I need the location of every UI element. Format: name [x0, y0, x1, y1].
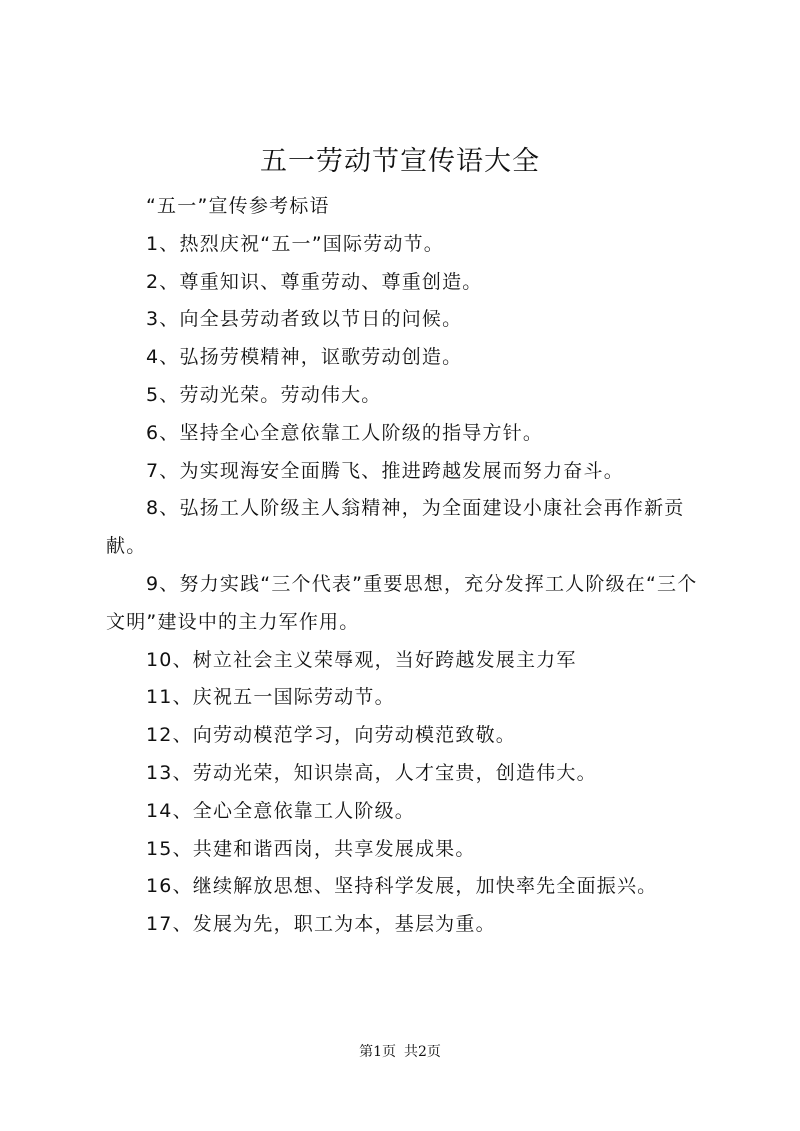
page-number-current: 第1页 — [359, 1044, 396, 1060]
slogan-item: 2、尊重知识、尊重劳动、尊重创造。 — [146, 270, 483, 293]
document-body — [106, 188, 706, 944]
slogan-item: 12、向劳动模范学习，向劳动模范致敬。 — [146, 724, 516, 747]
slogan-item: 7、为实现海安全面腾飞、推进跨越发展而努力奋斗。 — [146, 459, 624, 482]
slogan-item: 13、劳动光荣，知识崇高，人才宝贵，创造伟大。 — [146, 761, 597, 784]
slogan-item: 8、弘扬工人阶级主人翁精神，为全面建设小康社会再作新贡献。 — [106, 497, 685, 558]
paragraph-subtitle: “五一”宣传参考标语 — [146, 195, 330, 217]
slogan-item: 15、共建和谐西岗，共享发展成果。 — [146, 837, 476, 860]
slogan-item: 14、全心全意依靠工人阶级。 — [146, 799, 415, 822]
slogan-item: 17、发展为先，职工为本，基层为重。 — [146, 913, 496, 936]
page-footer — [0, 1042, 800, 1062]
slogan-item: 16、继续解放思想、坚持科学发展，加快率先全面振兴。 — [146, 875, 658, 898]
slogan-item: 3、向全县劳动者致以节日的问候。 — [146, 308, 463, 331]
slogan-item: 11、庆祝五一国际劳动节。 — [146, 686, 395, 709]
document-title: 五一劳动节宣传语大全 — [260, 146, 540, 177]
slogan-item: 6、坚持全心全意依靠工人阶级的指导方针。 — [146, 421, 544, 444]
slogan-item: 5、劳动光荣。劳动伟大。 — [146, 383, 382, 406]
slogan-item: 9、努力实践“三个代表”重要思想，充分发挥工人阶级在“三个文明”建设中的主力军作用。 — [106, 572, 698, 633]
page-number-total: 共2页 — [404, 1044, 441, 1060]
slogan-item: 1、热烈庆祝“五一”国际劳动节。 — [146, 232, 444, 255]
slogan-item: 4、弘扬劳模精神，讴歌劳动创造。 — [146, 346, 463, 369]
slogan-item: 10、树立社会主义荣辱观，当好跨越发展主力军 — [146, 648, 577, 671]
